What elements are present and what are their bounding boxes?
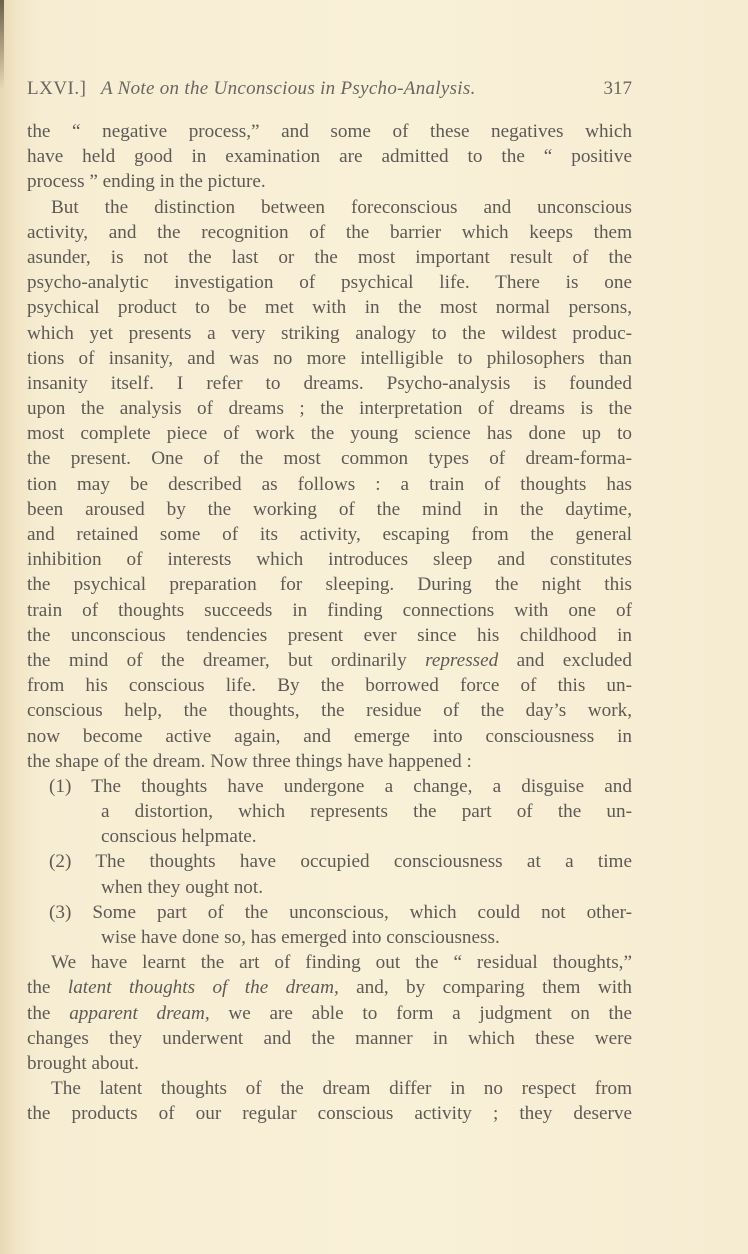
numbered-list — [27, 774, 632, 950]
text-line — [27, 648, 632, 673]
paragraph-continuation — [27, 119, 632, 195]
binding-edge-shadow — [0, 0, 4, 90]
text-line: when they ought not. — [101, 876, 264, 898]
text-line: the unconscious tendencies present ever since his childhood in — [27, 624, 632, 646]
text-segment: the mind of the dreamer, but ordinarily — [27, 649, 426, 671]
paragraph-latent-thoughts — [27, 950, 632, 1076]
text-line: the “ negative process,” and some of these negatives which — [27, 121, 632, 142]
running-header — [27, 78, 632, 104]
text-line: conscious help, the thoughts, the residue of the day’s work, — [27, 700, 632, 722]
text-line: the shape of the dream. Now three things have happened : — [27, 750, 472, 772]
list-marker: (2) — [49, 851, 72, 873]
text-line: conscious helpmate. — [101, 826, 257, 848]
text-line: changes they underwent and the manner in which these were — [27, 1027, 632, 1049]
emphasis-latent-thoughts: latent thoughts of the dream, — [67, 977, 339, 999]
emphasis-apparent-dream: apparent dream, — [69, 1002, 210, 1024]
list-item-3 — [27, 900, 632, 950]
text-line: the present. One of the most common types of dream-forma- — [27, 448, 632, 470]
text-segment: The thoughts have undergone a change, a disguise and — [91, 775, 632, 797]
text-segment: Some part of the unconscious, which could not other- — [92, 901, 632, 923]
text-segment: The thoughts have occupied consciousness at a time — [95, 851, 632, 873]
text-line: tion may be described as follows : a train of thoughts has — [27, 473, 632, 495]
chapter-number: LXVI.] — [27, 78, 87, 99]
text-line: asunder, is not the last or the most important result of the — [27, 246, 632, 268]
text-line: psycho-analytic investigation of psychical life. There is one — [27, 272, 632, 294]
text-segment: the — [27, 1002, 70, 1024]
text-line: been aroused by the working of the mind in the daytime, — [27, 498, 632, 520]
text-line: brought about. — [27, 1052, 139, 1074]
list-marker: (3) — [49, 901, 72, 923]
paragraph-conscious-activity — [27, 1076, 632, 1126]
text-segment: and excluded — [498, 649, 632, 671]
text-line: upon the analysis of dreams ; the interpretation of dreams is the — [27, 398, 632, 420]
text-segment: we are able to form a judgment on the — [209, 1002, 632, 1024]
list-item-2 — [27, 849, 632, 899]
text-segment: the — [27, 977, 68, 999]
text-line: now become active again, and emerge into consciousness in — [27, 725, 632, 747]
paragraph-dreams — [27, 195, 632, 774]
text-line — [27, 900, 632, 925]
text-line: insanity itself. I refer to dreams. Psycho-analysis is founded — [27, 372, 632, 394]
emphasis-repressed: repressed — [425, 649, 499, 671]
text-line: process ” ending in the picture. — [27, 171, 266, 193]
list-marker: (1) — [49, 775, 72, 797]
text-line — [27, 975, 632, 1000]
text-line: tions of insanity, and was no more intelligible to philosophers than — [27, 347, 632, 369]
text-line — [27, 849, 632, 874]
text-line: the psychical preparation for sleeping. During the night this — [27, 574, 632, 596]
text-line: wise have done so, has emerged into consciousness. — [101, 927, 500, 948]
text-line: We have learnt the art of finding out the “ residual thoughts,” — [51, 952, 632, 974]
text-line: the products of our regular conscious activity ; they deserve — [27, 1103, 632, 1125]
running-title: A Note on the Unconscious in Psycho-Analysis. — [101, 78, 476, 99]
text-line: have held good in examination are admitted to the “ positive — [27, 146, 632, 168]
text-line: train of thoughts succeeds in finding connections with one of — [27, 599, 632, 621]
text-line: But the distinction between foreconscious and unconscious — [51, 196, 632, 218]
page-number: 317 — [603, 78, 632, 99]
page-body — [27, 119, 632, 1127]
text-segment: and, by comparing them with — [338, 977, 632, 999]
text-line — [27, 774, 632, 799]
text-line: The latent thoughts of the dream differ in no respect from — [51, 1078, 632, 1100]
text-line: from his conscious life. By the borrowed force of this un- — [27, 675, 632, 697]
text-line — [27, 1001, 632, 1026]
text-line: and retained some of its activity, escaping from the general — [27, 524, 632, 545]
text-line: activity, and the recognition of the barrier which keeps them — [27, 221, 632, 243]
text-line: psychical product to be met with in the most normal persons, — [27, 297, 632, 319]
list-item-1 — [27, 774, 632, 850]
text-line: which yet presents a very striking analogy to the wildest produc- — [27, 322, 632, 344]
text-line: most complete piece of work the young science has done up to — [27, 423, 632, 445]
text-line: inhibition of interests which introduces sleep and constitutes — [27, 549, 632, 571]
text-line: a distortion, which represents the part of the un- — [101, 801, 632, 823]
